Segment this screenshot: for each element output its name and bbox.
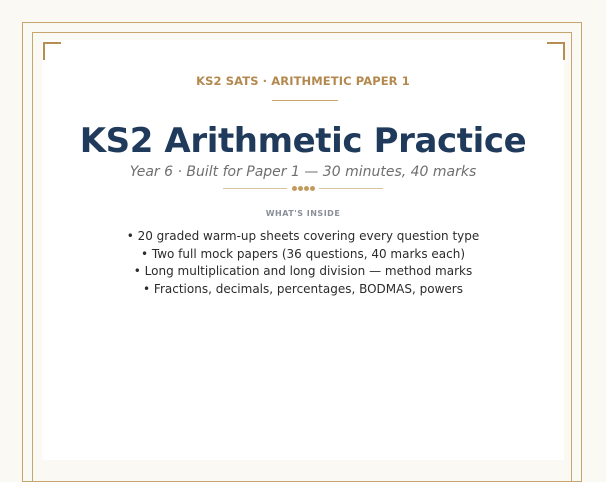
corner-ornament-top-left: [43, 42, 61, 60]
feature-item: • Fractions, decimals, percentages, BODMAS, powers: [143, 281, 463, 296]
feature-item: • Two full mock papers (36 questions, 40 marks each): [140, 246, 466, 261]
kicker-label: KS2 SATS · ARITHMETIC PAPER 1: [196, 74, 410, 88]
feature-item: • Long multiplication and long division — method marks: [133, 264, 473, 278]
kicker-divider: [272, 100, 338, 101]
ornament-dot: [292, 186, 297, 191]
page-subtitle: Year 6 · Built for Paper 1 — 30 minutes, 40 marks: [129, 164, 477, 180]
feature-list: [0, 228, 606, 298]
section-heading: WHAT'S INSIDE: [265, 209, 341, 218]
ornament-line-right: [319, 188, 383, 189]
ornament-dot: [298, 186, 303, 191]
ornament-dot: [310, 186, 315, 191]
corner-ornament-top-right: [547, 42, 565, 60]
ornament-dot: [304, 186, 309, 191]
ornament-divider: [223, 184, 383, 194]
ornament-line-left: [223, 188, 287, 189]
feature-item: • 20 graded warm-up sheets covering every question type: [126, 229, 480, 243]
page-title: KS2 Arithmetic Practice: [79, 121, 527, 161]
